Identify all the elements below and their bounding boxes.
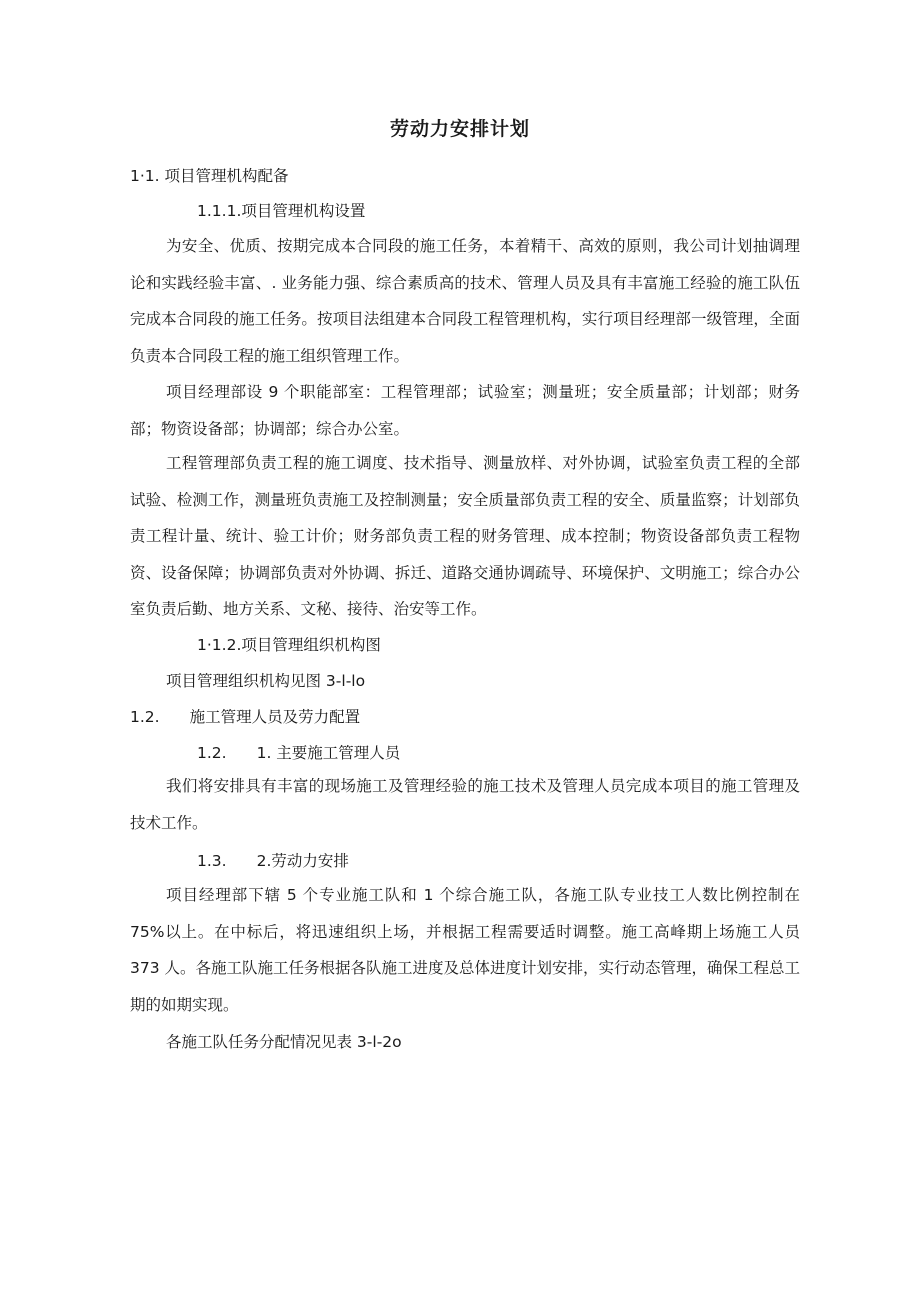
section-heading-1-2 bbox=[130, 706, 360, 728]
paragraph-management-staff: 我们将安排具有丰富的现场施工及管理经验的施工技术及管理人员完成本项目的施工管理及技术工作。 bbox=[130, 777, 800, 832]
paragraph-labor-arrangement: 项目经理部下辖 5 个专业施工队和 1 个综合施工队，各施工队专业技工人数比例控制在 75%以上。在中标后，将迅速组织上场，并根据工程需要适时调整。施工高峰期上场施工人员 373 人。各施工队施工任务根据各队施工进度及总体进度计划安排，实行动态管理，确保工程总工期的如期实现。 bbox=[130, 886, 801, 1014]
section-heading-1-2-1 bbox=[197, 742, 400, 764]
section-heading-1-1-1: 1.1.1.项目管理机构设置 bbox=[197, 202, 366, 220]
section-heading-1-1-2: 1·1.2.项目管理组织机构图 bbox=[197, 636, 381, 654]
section-heading-1-1: 1·1. 项目管理机构配备 bbox=[130, 167, 289, 185]
section-title: 施工管理人员及劳力配置 bbox=[189, 708, 361, 726]
section-heading-1-3 bbox=[197, 850, 349, 872]
section-number: 1.2. bbox=[130, 708, 160, 726]
section-title: 2.劳动力安排 bbox=[256, 852, 349, 870]
paragraph-organization-setup: 为安全、优质、按期完成本合同段的施工任务，本着精干、高效的原则，我公司计划抽调理论和实践经验丰富、. 业务能力强、综合素质高的技术、管理人员及具有丰富施工经验的施工队伍完成本合同段的施工任务。按项目法组建本合同段工程管理机构，实行项目经理部一级管理，全面负责本合同段工程的施工组织管理工作。 bbox=[130, 237, 800, 365]
document-title: 劳动力安排计划 bbox=[389, 118, 530, 140]
section-number: 1.2. bbox=[197, 744, 227, 762]
paragraph-org-chart-ref: 项目管理组织机构见图 3-l-lo bbox=[166, 672, 366, 690]
paragraph-department-duties: 工程管理部负责工程的施工调度、技术指导、测量放样、对外协调，试验室负责工程的全部试验、检测工作，测量班负责施工及控制测量；安全质量部负责工程的安全、质量监察；计划部负责工程计量、统计、验工计价；财务部负责工程的财务管理、成本控制；物资设备部负责工程物资、设备保障；协调部负责对外协调、拆迁、道路交通协调疏导、环境保护、文明施工；综合办公室负责后勤、地方关系、文秘、接待、治安等工作。 bbox=[130, 454, 800, 618]
section-number: 1.3. bbox=[197, 852, 227, 870]
section-title: 1. 主要施工管理人员 bbox=[256, 744, 401, 762]
paragraph-departments: 项目经理部设 9 个职能部室：工程管理部；试验室；测量班；安全质量部；计划部；财务部；物资设备部；协调部；综合办公室。 bbox=[130, 383, 800, 438]
paragraph-task-table-ref: 各施工队任务分配情况见表 3-l-2o bbox=[166, 1033, 402, 1051]
